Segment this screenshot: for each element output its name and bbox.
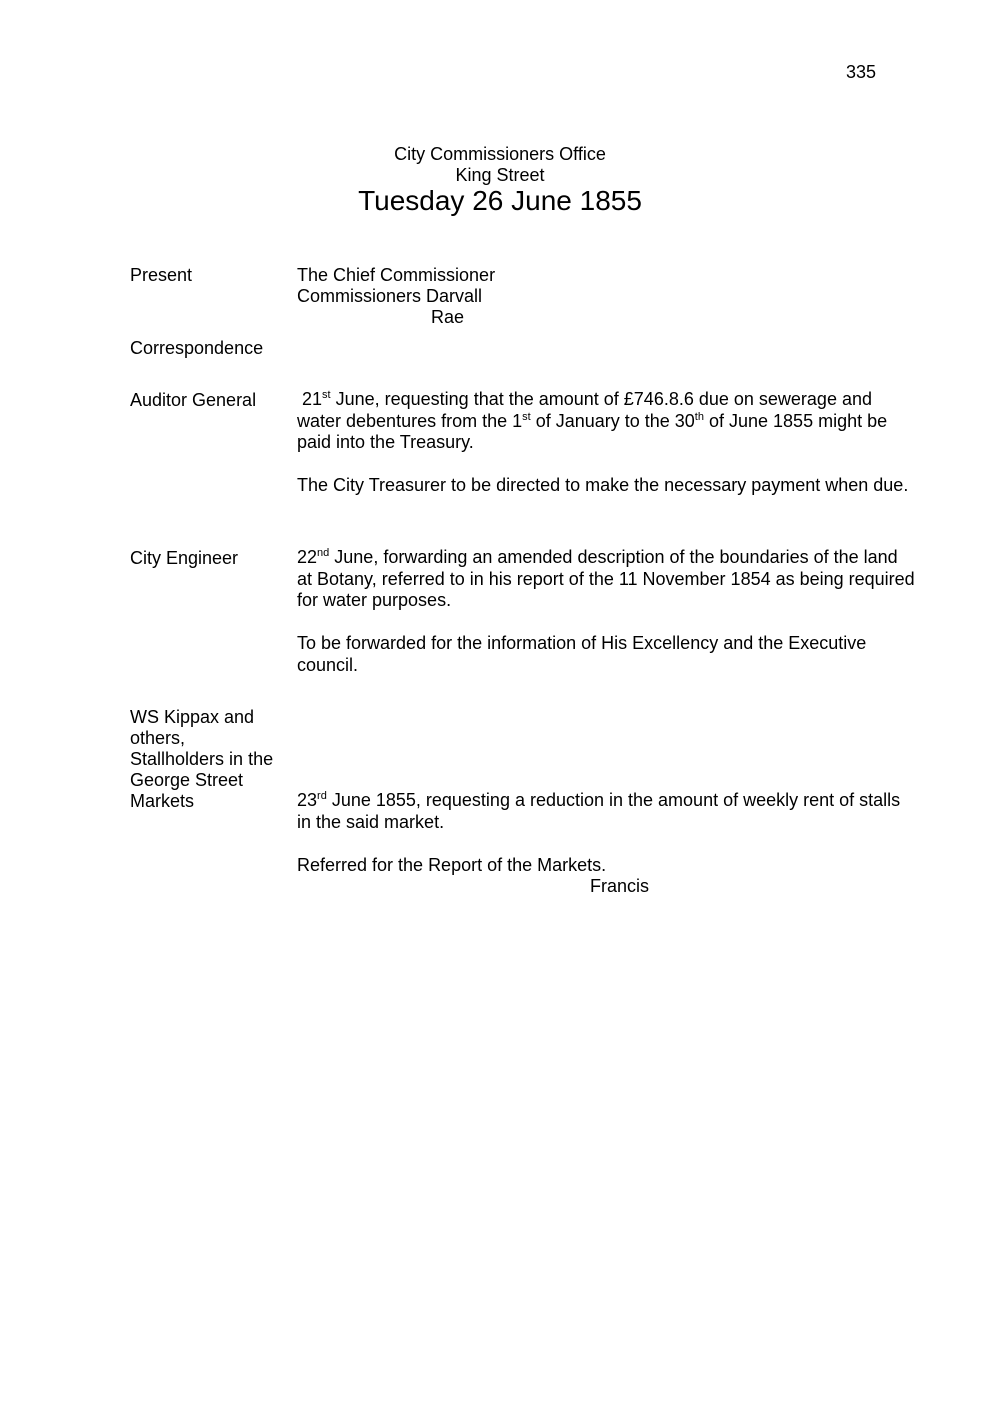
city-engineer-resolution: To be forwarded for the information of His Excellency and the Executive council. [297,633,867,675]
office-heading: City Commissioners Office [394,144,606,164]
engineer-text: June, forwarding an amended description of the boundaries of the land at Botany, referred to in his report of the 11 November 1854 as being required for water purposes. [297,547,915,610]
auditor-general-letter [297,389,917,454]
auditor-suffix-3: th [694,410,704,423]
city-engineer-label: City Engineer [130,548,239,568]
kippax-label-line-2: others, [130,728,186,748]
present-label: Present [130,265,193,285]
kippax-label-line-1: WS Kippax and [130,707,255,727]
page-number: 335 [846,62,877,82]
auditor-text-3: of June 1855 might be paid into the Treasury. [297,410,888,452]
engineer-day: 22 [297,547,318,567]
auditor-day-suffix: st [322,389,331,401]
kippax-day-suffix: rd [317,790,327,802]
present-line-2: Commissioners Darvall [297,286,483,306]
present-line-1: The Chief Commissioner [297,265,496,285]
kippax-day: 23 [297,790,318,810]
kippax-resolution: Referred for the Report of the Markets. [297,855,607,875]
signature-francis: Francis [590,876,650,896]
auditor-day: 21 [302,389,323,409]
correspondence-label: Correspondence [130,338,264,358]
city-engineer-letter [297,547,917,612]
kippax-label-line-5: Markets [130,791,195,811]
kippax-label-line-4: George Street [130,770,244,790]
engineer-day-suffix: nd [317,547,330,559]
present-line-3: Rae [431,307,465,327]
street-heading: King Street [455,165,545,185]
kippax-text: June 1855, requesting a reduction in the amount of weekly rent of stalls in the said market. [297,790,901,832]
kippax-label-line-3: Stallholders in the [130,749,274,769]
auditor-text-1: June, requesting that the amount of £746.8.6 due on sewerage and water debentures from the 1 [297,389,872,431]
auditor-suffix-2: st [522,410,531,423]
auditor-general-label: Auditor General [130,390,257,410]
kippax-letter [297,790,917,833]
auditor-text-2: of January to the 30 [530,410,695,431]
auditor-general-resolution: The City Treasurer to be directed to make the necessary payment when due. [297,475,909,495]
meeting-date: Tuesday 26 June 1855 [358,185,642,216]
